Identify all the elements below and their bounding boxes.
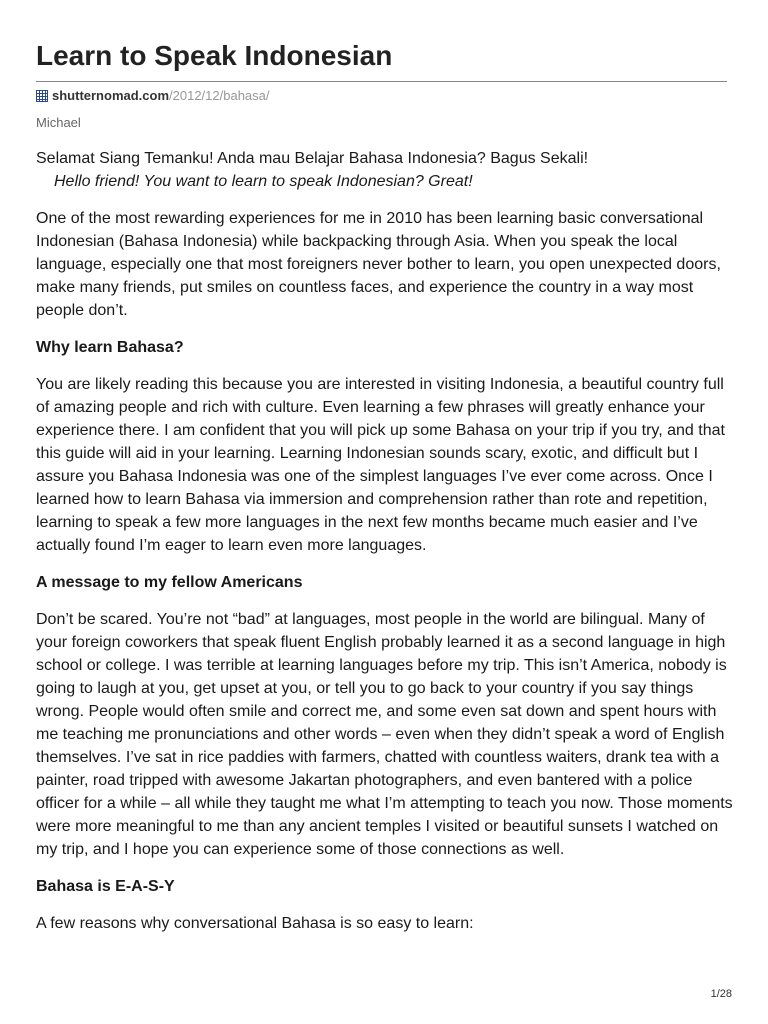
heading-easy: Bahasa is E-A-S-Y — [36, 878, 175, 895]
americans-paragraph: Don’t be scared. You’re not “bad” at languages, most people in the world are bilingual. Many of your foreign coworkers that speak fluent English probably learned it as a second language in high school or college. I was terrible at learning languages before my trip. This isn’t America, nobody is going to laugh at you, get upset at you, or tell you to go back to your country if you say things wrong. People would often smile and correct me, and some even sat down and spent hours with me teaching me pronunciations and other words – even when they didn’t speak a word of English themselves. I’ve sat in rice paddies with farmers, chatted with countless waiters, drank tea with a painter, road tripped with awesome Jakartan photographers, and even bantered with a police officer for a while – all while they taught me what I’m attempting to teach you now. Those moments were more meaningful to me than any ancient temples I visited or beautiful sunsets I watched on my trip, and I hope you can experience some of those connections as well. — [36, 611, 733, 858]
document-title: Learn to Speak Indonesian — [36, 40, 393, 71]
source-path: /2012/12/bahasa/ — [169, 88, 270, 103]
intro-paragraph: One of the most rewarding experiences for me in 2010 has been learning basic conversational Indonesian (Bahasa Indonesia) while backpacking through Asia. When you speak the local language, especially one that most foreigners never bother to learn, you open unexpected doors, make many friends, put smiles on countless faces, and experience the country in a way most people don’t. — [36, 210, 721, 319]
author-name: Michael — [36, 115, 81, 130]
heading-americans: A message to my fellow Americans — [36, 574, 303, 591]
source-line — [36, 87, 270, 105]
heading-why-learn: Why learn Bahasa? — [36, 339, 184, 356]
title-divider — [36, 81, 727, 82]
greeting — [36, 147, 733, 193]
source-domain-link[interactable]: shutternomad.com — [52, 88, 170, 103]
greeting-indonesian: Selamat Siang Temanku! Anda mau Belajar Bahasa Indonesia? Bagus Sekali! — [36, 150, 589, 167]
article-body — [36, 147, 733, 949]
page-number: 1/28 — [710, 988, 732, 1000]
greeting-english: Hello friend! You want to learn to speak Indonesian? Great! — [54, 173, 473, 190]
why-paragraph: You are likely reading this because you are interested in visiting Indonesia, a beautiful country full of amazing people and rich with culture. Even learning a few phrases will greatly enhance your experience there. I am confident that you will pick up some Bahasa on your trip if you try, and that this guide will aid in your learning. Learning Indonesian sounds scary, exotic, and difficult but I assure you Bahasa Indonesia was one of the simplest languages I’ve ever come across. Once I learned how to learn Bahasa via immersion and comprehension rather than rote and repetition, learning to speak a few more languages in the next few months became much easier and I’ve actually found I’m eager to learn even more languages. — [36, 376, 725, 554]
grid-icon — [36, 90, 48, 102]
easy-paragraph: A few reasons why conversational Bahasa is so easy to learn: — [36, 915, 474, 932]
